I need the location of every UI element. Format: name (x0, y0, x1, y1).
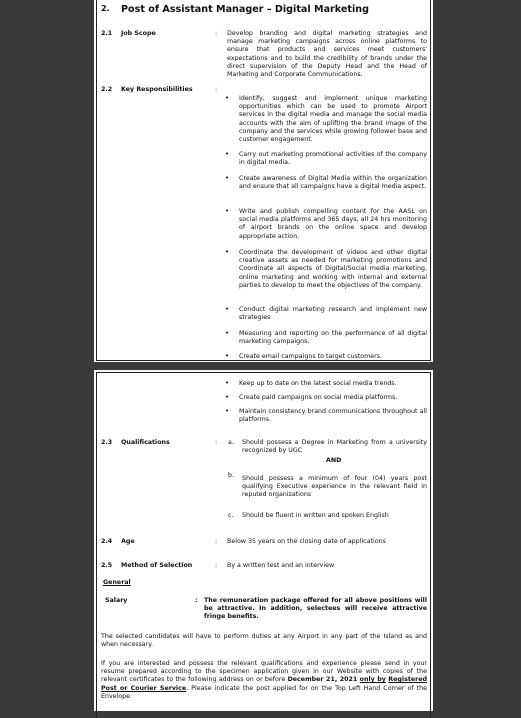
document-page-1 (94, 0, 433, 362)
bullet-icon: • (225, 94, 230, 102)
bullet-icon: • (225, 329, 230, 337)
assignment-paragraph: The selected candidates will have to perform duties at any Airport in any part of the Island as and when necessary. (101, 633, 427, 649)
document-page-2 (94, 370, 433, 711)
responsibility-item: Identify, suggest and implement unique marketing opportunities which can be used to promote Airport services in the digital media and manage the social media accounts with the aim of uplifting the brand image of the company and the services while growing follower base and customer engagement. (239, 95, 427, 144)
job-scope-colon: : (215, 30, 218, 37)
qualification-c-text: Should be fluent in written and spoken English (242, 512, 389, 519)
age-colon: : (215, 538, 218, 545)
qualifications-colon: : (215, 439, 218, 446)
qualification-a-marker: a. (228, 439, 234, 446)
bullet-icon: • (225, 174, 230, 182)
section-number: 2. (101, 4, 110, 13)
responsibility-item: Coordinate the development of videos and other digital creative assets as needed for marketing promotions and Coordinate all aspects of Digital/Social media marketing, online marketing and working with internal and external parties to develop to meet the objectives of the company. (239, 249, 427, 289)
bullet-icon: • (225, 248, 230, 256)
qualifications-number: 2.3 (101, 439, 113, 446)
responsibility-item: Measuring and reporting on the performance of all digital marketing campaigns. (239, 330, 427, 346)
responsibility-item: Maintain consistency brand communications throughout all platforms. (239, 408, 427, 424)
bullet-icon: • (225, 379, 230, 387)
salary-label: Salary (105, 597, 128, 604)
qualification-b-marker: b. (228, 472, 234, 479)
qualification-a-text: Should possess a Degree in Marketing from a university recognized by UGC (242, 439, 427, 455)
responsibility-item: Keep up to date on the latest social media trends. (239, 380, 397, 387)
bullet-icon: • (225, 352, 230, 360)
bullet-icon: • (225, 207, 230, 215)
bullet-icon: • (225, 305, 230, 313)
responsibility-item: Create awareness of Digital Media within the organization and ensure that all campaigns have a digital media aspect. (239, 175, 427, 191)
age-number: 2.4 (101, 538, 113, 545)
bullet-icon: • (225, 150, 230, 158)
qualification-and: AND (326, 457, 342, 464)
qualifications-label: Qualifications (121, 439, 170, 446)
bullet-icon: • (225, 407, 230, 415)
job-scope-text: Develop branding and digital marketing strategies and manage marketing campaigns across online platforms to ensure that products and services meet customers' expectations and to build the credibility of brands under the direct supervision of the Deputy Head and the Head of Marketing and Corporate Communications. (227, 30, 427, 79)
responsibility-item: Create paid campaigns on social media platforms. (239, 394, 398, 401)
job-scope-number: 2.1 (101, 30, 113, 37)
key-resp-number: 2.2 (101, 86, 113, 93)
selection-label: Method of Selection (121, 562, 193, 569)
salary-text: The remuneration package offered for all above positions will be attractive. In addition, selectees will receive attractive fringe benefits. (204, 597, 427, 621)
qualification-c-marker: c. (228, 512, 234, 519)
key-resp-colon: : (215, 86, 218, 93)
selection-number: 2.5 (101, 562, 113, 569)
responsibility-item: Create email campaigns to target customers. (239, 353, 383, 360)
salary-colon: : (195, 597, 198, 604)
responsibility-item: Carry out marketing promotional activities of the company in digital media. (239, 151, 427, 167)
selection-text: By a written test and an interview (227, 562, 335, 569)
bullet-icon: • (225, 393, 230, 401)
section-title: Post of Assistant Manager – Digital Marketing (121, 4, 369, 15)
selection-colon: : (215, 562, 218, 569)
age-label: Age (121, 538, 135, 545)
responsibility-item: Conduct digital marketing research and implement new strategies (239, 306, 427, 322)
qualification-b-text: Should possess a minimum of four (04) years post qualifying Executive experience in the relevant field in reputed organizations (242, 475, 427, 499)
general-heading: General (103, 579, 131, 586)
age-text: Below 35 years on the closing date of applications (227, 538, 386, 545)
key-resp-label: Key Responsibilities (121, 86, 193, 93)
responsibility-item: Write and publish compelling content for the AASL on social media platforms and 365 days, all 24 hrs monitoring of airport brands on the online space and develop appropriate action. (239, 208, 427, 240)
job-scope-label: Job Scope (121, 30, 156, 37)
application-paragraph: If you are interested and possess the relevant qualifications and experience please send in your resume prepared according to the specimen application given in our Website with copies of the relevant certificates to the following address on or before December 21, 2021 only by Registered Post or Courier Service. Please indicate the post applied for on the Top Left Hand Corner of the Envelope. (101, 660, 427, 700)
